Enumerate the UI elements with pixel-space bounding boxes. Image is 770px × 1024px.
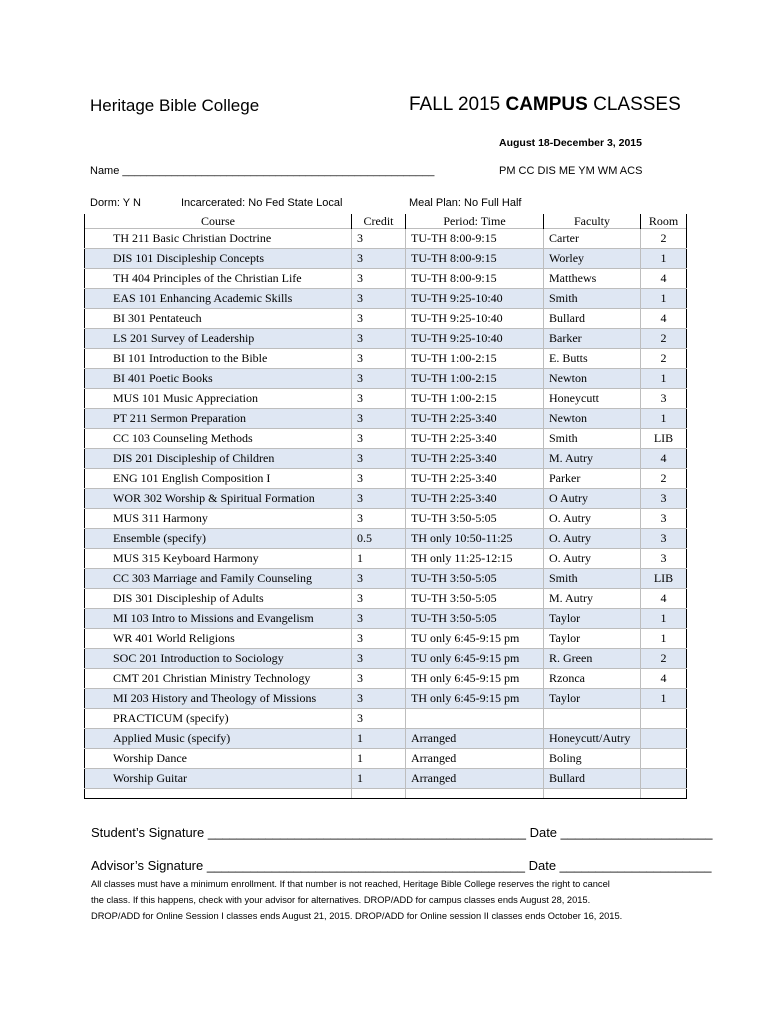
room-cell: 2 <box>641 469 687 489</box>
course-cell: DIS 201 Discipleship of Children <box>85 449 352 469</box>
faculty-cell: Carter <box>544 229 641 249</box>
faculty-cell: Honeycutt <box>544 389 641 409</box>
credit-cell: 3 <box>352 329 406 349</box>
room-cell <box>641 749 687 769</box>
table-bottom-spacer <box>85 789 687 799</box>
room-cell <box>641 769 687 789</box>
room-cell: 3 <box>641 549 687 569</box>
credit-cell: 3 <box>352 569 406 589</box>
credit-cell: 3 <box>352 629 406 649</box>
table-row <box>85 289 687 309</box>
period-cell: TU-TH 3:50-5:05 <box>406 609 544 629</box>
header-period: Period: Time <box>406 214 544 229</box>
faculty-cell: M. Autry <box>544 449 641 469</box>
course-cell: MI 203 History and Theology of Missions <box>85 689 352 709</box>
course-cell: Applied Music (specify) <box>85 729 352 749</box>
course-cell: Worship Guitar <box>85 769 352 789</box>
title-suffix: CLASSES <box>587 94 681 115</box>
header-credit: Credit <box>352 214 406 229</box>
faculty-cell: Smith <box>544 429 641 449</box>
table-row <box>85 529 687 549</box>
dorm-options[interactable]: Dorm: Y N <box>90 197 141 209</box>
program-options[interactable]: PM CC DIS ME YM WM ACS <box>499 165 643 177</box>
course-cell: BI 301 Pentateuch <box>85 309 352 329</box>
period-cell: TH only 11:25-12:15 <box>406 549 544 569</box>
credit-cell: 3 <box>352 289 406 309</box>
faculty-cell: Worley <box>544 249 641 269</box>
room-cell: 1 <box>641 369 687 389</box>
table-row <box>85 329 687 349</box>
course-cell: MUS 315 Keyboard Harmony <box>85 549 352 569</box>
room-cell: 3 <box>641 529 687 549</box>
header-room: Room <box>641 214 687 229</box>
room-cell <box>641 709 687 729</box>
period-cell: TU-TH 2:25-3:40 <box>406 489 544 509</box>
faculty-cell: Honeycutt/Autry <box>544 729 641 749</box>
schedule-table <box>84 214 687 799</box>
incarcerated-options[interactable]: Incarcerated: No Fed State Local <box>181 197 343 209</box>
faculty-cell: O. Autry <box>544 529 641 549</box>
table-row <box>85 549 687 569</box>
table-row <box>85 689 687 709</box>
faculty-cell: Newton <box>544 409 641 429</box>
course-cell: WOR 302 Worship & Spiritual Formation <box>85 489 352 509</box>
table-row <box>85 569 687 589</box>
room-cell: 3 <box>641 389 687 409</box>
spacer-cell <box>544 789 641 799</box>
course-cell: TH 211 Basic Christian Doctrine <box>85 229 352 249</box>
credit-cell: 3 <box>352 249 406 269</box>
course-cell: MUS 101 Music Appreciation <box>85 389 352 409</box>
room-cell: 4 <box>641 449 687 469</box>
faculty-cell: Matthews <box>544 269 641 289</box>
course-cell: PRACTICUM (specify) <box>85 709 352 729</box>
faculty-cell: Bullard <box>544 769 641 789</box>
header-course: Course <box>85 214 352 229</box>
faculty-cell: E. Butts <box>544 349 641 369</box>
table-row <box>85 649 687 669</box>
room-cell: 1 <box>641 289 687 309</box>
period-cell: TU only 6:45-9:15 pm <box>406 649 544 669</box>
period-cell: TU-TH 9:25-10:40 <box>406 329 544 349</box>
table-row <box>85 769 687 789</box>
credit-cell: 3 <box>352 489 406 509</box>
room-cell: 1 <box>641 689 687 709</box>
table-row <box>85 729 687 749</box>
college-name: Heritage Bible College <box>90 96 260 115</box>
credit-cell: 3 <box>352 349 406 369</box>
course-cell: Ensemble (specify) <box>85 529 352 549</box>
room-cell: 1 <box>641 609 687 629</box>
period-cell: TU-TH 8:00-9:15 <box>406 269 544 289</box>
faculty-cell: Barker <box>544 329 641 349</box>
credit-cell: 3 <box>352 469 406 489</box>
table-row <box>85 429 687 449</box>
student-signature-line[interactable]: Student’s Signature ____________________________________________ Date _____________________ <box>91 825 713 840</box>
table-row <box>85 309 687 329</box>
course-cell: BI 401 Poetic Books <box>85 369 352 389</box>
room-cell: 1 <box>641 249 687 269</box>
table-row <box>85 489 687 509</box>
credit-cell: 1 <box>352 549 406 569</box>
period-cell: TU-TH 8:00-9:15 <box>406 229 544 249</box>
faculty-cell <box>544 709 641 729</box>
credit-cell: 3 <box>352 649 406 669</box>
period-cell: Arranged <box>406 729 544 749</box>
room-cell: 4 <box>641 309 687 329</box>
faculty-cell: R. Green <box>544 649 641 669</box>
table-row <box>85 349 687 369</box>
faculty-cell: Boling <box>544 749 641 769</box>
spacer-cell <box>85 789 352 799</box>
period-cell: TU-TH 1:00-2:15 <box>406 349 544 369</box>
faculty-cell: Smith <box>544 289 641 309</box>
table-row <box>85 249 687 269</box>
credit-cell: 3 <box>352 449 406 469</box>
title-campus: CAMPUS <box>505 94 588 115</box>
room-cell: 2 <box>641 229 687 249</box>
course-cell: SOC 201 Introduction to Sociology <box>85 649 352 669</box>
table-row <box>85 269 687 289</box>
course-cell: CMT 201 Christian Ministry Technology <box>85 669 352 689</box>
course-cell: EAS 101 Enhancing Academic Skills <box>85 289 352 309</box>
period-cell: TU-TH 3:50-5:05 <box>406 509 544 529</box>
room-cell: 4 <box>641 589 687 609</box>
period-cell: TH only 10:50-11:25 <box>406 529 544 549</box>
spacer-cell <box>641 789 687 799</box>
credit-cell: 1 <box>352 769 406 789</box>
faculty-cell: Taylor <box>544 689 641 709</box>
page-title <box>409 94 681 116</box>
credit-cell: 3 <box>352 609 406 629</box>
room-cell: 1 <box>641 629 687 649</box>
room-cell: LIB <box>641 569 687 589</box>
period-cell: TU-TH 2:25-3:40 <box>406 429 544 449</box>
faculty-cell: Rzonca <box>544 669 641 689</box>
faculty-cell: M. Autry <box>544 589 641 609</box>
faculty-cell: Parker <box>544 469 641 489</box>
enrollment-note-line-3: DROP/ADD for Online Session I classes ends August 21, 2015. DROP/ADD for Online session II classes ends October 16, 2015. <box>91 911 623 921</box>
period-cell: TU-TH 3:50-5:05 <box>406 589 544 609</box>
table-row <box>85 609 687 629</box>
period-cell: TH only 6:45-9:15 pm <box>406 669 544 689</box>
course-cell: CC 103 Counseling Methods <box>85 429 352 449</box>
course-cell: ENG 101 English Composition I <box>85 469 352 489</box>
advisor-signature-line[interactable]: Advisor’s Signature ____________________________________________ Date _____________________ <box>91 858 712 873</box>
course-cell: MUS 311 Harmony <box>85 509 352 529</box>
table-row <box>85 709 687 729</box>
period-cell: TH only 6:45-9:15 pm <box>406 689 544 709</box>
course-cell: DIS 301 Discipleship of Adults <box>85 589 352 609</box>
table-row <box>85 229 687 249</box>
table-row <box>85 369 687 389</box>
credit-cell: 3 <box>352 269 406 289</box>
enrollment-note-line-2: the class. If this happens, check with your advisor for alternatives. DROP/ADD for campus classes ends August 28, 2015. <box>91 895 591 905</box>
room-cell <box>641 729 687 749</box>
credit-cell: 3 <box>352 689 406 709</box>
room-cell: 4 <box>641 269 687 289</box>
course-cell: BI 101 Introduction to the Bible <box>85 349 352 369</box>
credit-cell: 1 <box>352 749 406 769</box>
faculty-cell: O. Autry <box>544 509 641 529</box>
spacer-cell <box>406 789 544 799</box>
credit-cell: 3 <box>352 389 406 409</box>
credit-cell: 3 <box>352 309 406 329</box>
period-cell: Arranged <box>406 769 544 789</box>
period-cell: TU only 6:45-9:15 pm <box>406 629 544 649</box>
period-cell <box>406 709 544 729</box>
credit-cell: 3 <box>352 509 406 529</box>
table-row <box>85 389 687 409</box>
course-cell: LS 201 Survey of Leadership <box>85 329 352 349</box>
table-row <box>85 589 687 609</box>
table-row <box>85 469 687 489</box>
room-cell: 2 <box>641 349 687 369</box>
course-cell: TH 404 Principles of the Christian Life <box>85 269 352 289</box>
table-row <box>85 749 687 769</box>
room-cell: 1 <box>641 409 687 429</box>
credit-cell: 3 <box>352 429 406 449</box>
faculty-cell: Newton <box>544 369 641 389</box>
header-faculty: Faculty <box>544 214 641 229</box>
meal-plan-options[interactable]: Meal Plan: No Full Half <box>409 197 522 209</box>
course-cell: CC 303 Marriage and Family Counseling <box>85 569 352 589</box>
faculty-cell: Taylor <box>544 609 641 629</box>
term-dates: August 18-December 3, 2015 <box>499 137 642 149</box>
period-cell: TU-TH 2:25-3:40 <box>406 469 544 489</box>
credit-cell: 3 <box>352 369 406 389</box>
enrollment-note-line-1: All classes must have a minimum enrollment. If that number is not reached, Heritage Bible College reserves the right to cancel <box>91 879 610 889</box>
credit-cell: 3 <box>352 669 406 689</box>
course-cell: MI 103 Intro to Missions and Evangelism <box>85 609 352 629</box>
table-row <box>85 449 687 469</box>
table-row <box>85 629 687 649</box>
table-row <box>85 669 687 689</box>
period-cell: TU-TH 2:25-3:40 <box>406 409 544 429</box>
table-row <box>85 509 687 529</box>
period-cell: Arranged <box>406 749 544 769</box>
period-cell: TU-TH 9:25-10:40 <box>406 289 544 309</box>
table-header-row <box>85 214 687 229</box>
course-cell: Worship Dance <box>85 749 352 769</box>
credit-cell: 0.5 <box>352 529 406 549</box>
table-row <box>85 409 687 429</box>
room-cell: 2 <box>641 649 687 669</box>
credit-cell: 3 <box>352 409 406 429</box>
credit-cell: 3 <box>352 229 406 249</box>
course-cell: PT 211 Sermon Preparation <box>85 409 352 429</box>
course-cell: DIS 101 Discipleship Concepts <box>85 249 352 269</box>
credit-cell: 1 <box>352 729 406 749</box>
faculty-cell: O Autry <box>544 489 641 509</box>
credit-cell: 3 <box>352 589 406 609</box>
name-field[interactable]: Name ___________________________________________________ <box>90 165 435 177</box>
room-cell: 3 <box>641 489 687 509</box>
room-cell: LIB <box>641 429 687 449</box>
period-cell: TU-TH 3:50-5:05 <box>406 569 544 589</box>
title-prefix: FALL 2015 <box>409 94 506 115</box>
faculty-cell: Taylor <box>544 629 641 649</box>
period-cell: TU-TH 9:25-10:40 <box>406 309 544 329</box>
course-cell: WR 401 World Religions <box>85 629 352 649</box>
spacer-cell <box>352 789 406 799</box>
credit-cell: 3 <box>352 709 406 729</box>
period-cell: TU-TH 8:00-9:15 <box>406 249 544 269</box>
faculty-cell: Bullard <box>544 309 641 329</box>
period-cell: TU-TH 1:00-2:15 <box>406 369 544 389</box>
room-cell: 4 <box>641 669 687 689</box>
room-cell: 2 <box>641 329 687 349</box>
period-cell: TU-TH 1:00-2:15 <box>406 389 544 409</box>
faculty-cell: Smith <box>544 569 641 589</box>
faculty-cell: O. Autry <box>544 549 641 569</box>
period-cell: TU-TH 2:25-3:40 <box>406 449 544 469</box>
room-cell: 3 <box>641 509 687 529</box>
